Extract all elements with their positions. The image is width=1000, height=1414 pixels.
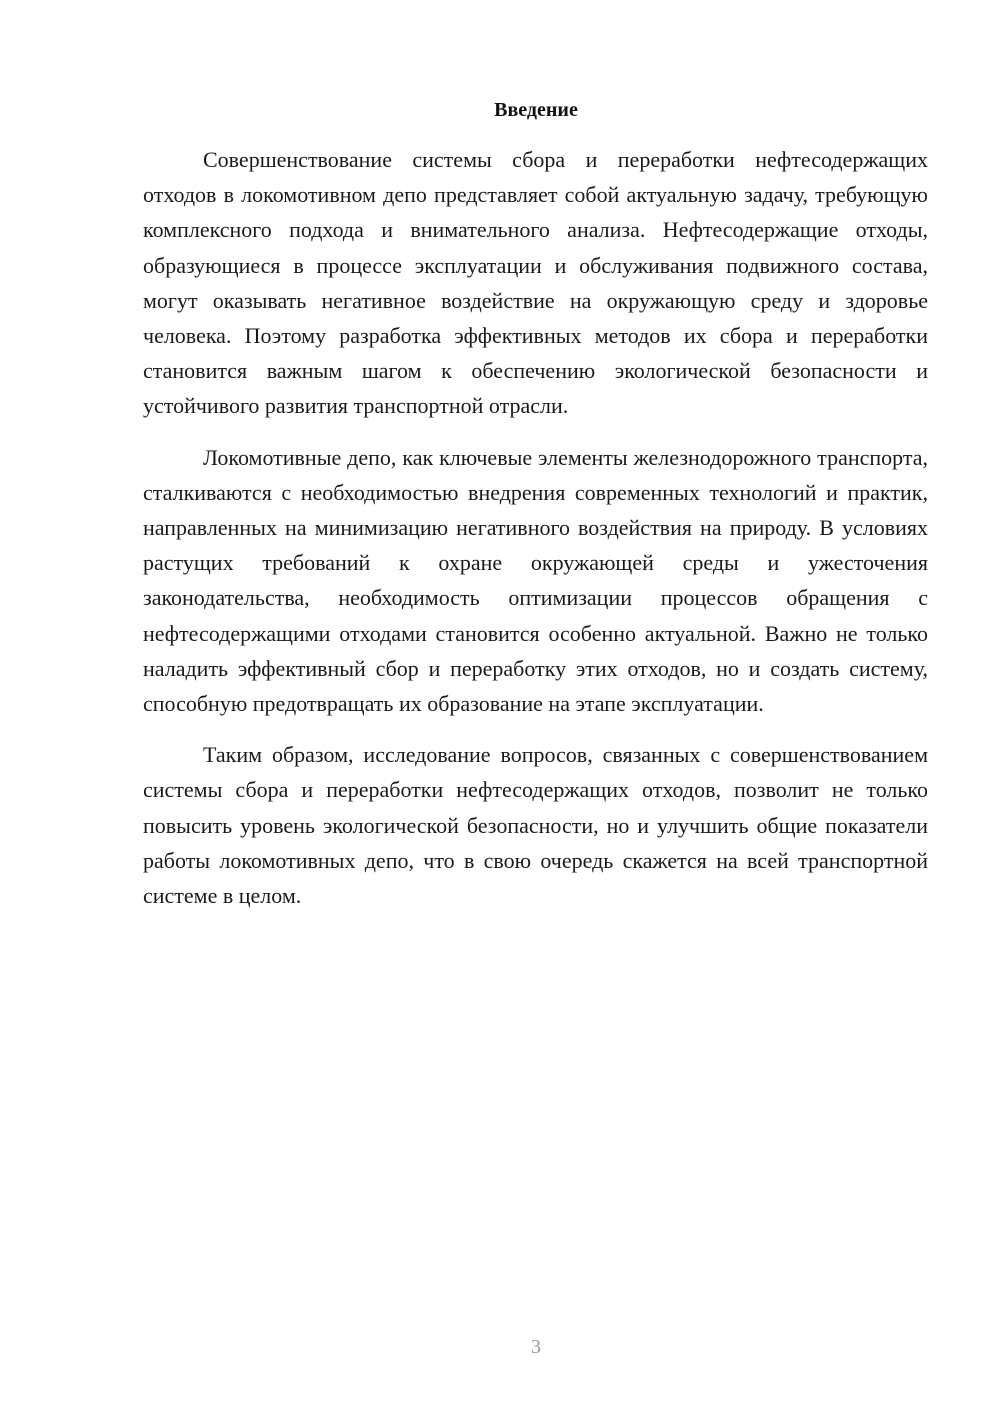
paragraph-3: Таким образом, исследование вопросов, связанных с совершенствованием системы сбора и переработки нефтесодержащих отходов, позволит не только повысить уровень экологической безопасности, но и улучшить общие показатели работы локомотивных депо, что в свою очередь скажется на всей транспортной системе в целом. bbox=[143, 742, 928, 909]
paragraph-2: Локомотивные депо, как ключевые элементы железнодорожного транспорта, сталкиваются с необходимостью внедрения современных технологий и практик, направленных на минимизацию негативного воздействия на природу. В условиях растущих требований к охране окружающей среды и ужесточения законодательства, необходимость оптимизации процессов обращения с нефтесодержащими отходами становится особенно актуальной. Важно не только наладить эффективный сбор и переработку этих отходов, но и создать систему, способную предотвращать их образование на этапе эксплуатации. bbox=[143, 444, 928, 717]
section-heading: Введение bbox=[494, 99, 578, 121]
body-text bbox=[143, 142, 928, 913]
paragraph-1: Совершенствование системы сбора и переработки нефтесодержащих отходов в локомотивном депо представляет собой актуальную задачу, требующую комплексного подхода и внимательного анализа. Нефтесодержащие отходы, образующиеся в процессе эксплуатации и обслуживания подвижного состава, могут оказывать негативное воздействие на окружающую среду и здоровье человека. Поэтому разработка эффективных методов их сбора и переработки становится важным шагом к обеспечению экологической безопасности и устойчивого развития транспортной отрасли. bbox=[143, 147, 928, 419]
page-number: 3 bbox=[531, 1336, 541, 1358]
